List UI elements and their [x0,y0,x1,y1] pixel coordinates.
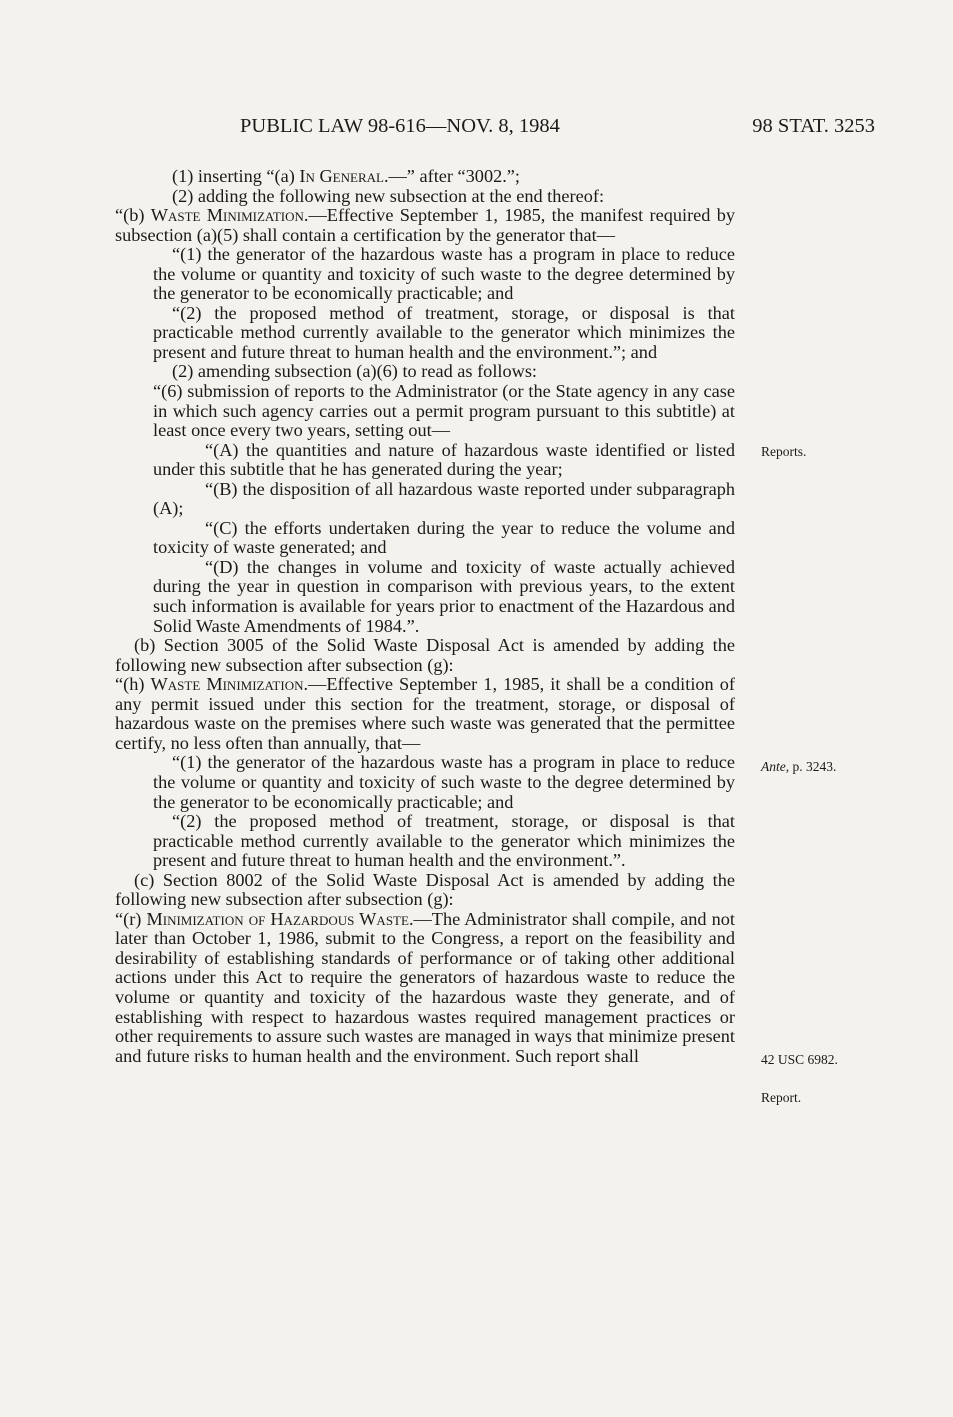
margin-note-ante: Ante, p. 3243. [761,759,837,774]
margin-note-report: Report. [761,1090,802,1105]
paragraph: (b) Section 3005 of the Solid Waste Disposal Act is amended by adding the following new subsection after subsection (g): [115,635,735,675]
page-header [0,115,953,145]
paragraph: “(r) Minimization of Hazardous Waste.—The Administrator shall compile, and not later than October 1, 1986, submit to the Congress, a report on the feasibility and desirability of establishing standards of performance or of taking other additional actions under this Act to require the generators of hazardous waste to reduce the volume or quantity and toxicity of the hazardous waste they generate, and of establishing with respect to hazardous wastes required management practices or other requirements to assure such wastes are managed in ways that minimize present and future risks to human health and the environment. Such report shall [115,908,735,1066]
body-text [115,167,735,1066]
paragraph: “(A) the quantities and nature of hazardous waste identified or listed under this subtitle that he has generated during the year; [153,439,735,480]
paragraph: (2) amending subsection (a)(6) to read as follows: [172,361,538,382]
paragraph: “(D) the changes in volume and toxicity of waste actually achieved during the year in question in comparison with previous years, to the extent such information is available for years prior to enactment of the Hazardous and Solid Waste Amendments of 1984.”. [153,556,735,636]
header-title: PUBLIC LAW 98-616—NOV. 8, 1984 [240,115,560,137]
paragraph: “(1) the generator of the hazardous waste has a program in place to reduce the volume or quantity and toxicity of such waste to the degree determined by the generator to be economically practicable; and [153,752,735,812]
paragraph: “(6) submission of reports to the Administrator (or the State agency in any case in which such agency carries out a permit program pursuant to this subtitle) at least once every two years, setting out— [153,381,735,441]
paragraph: “(B) the disposition of all hazardous waste reported under subparagraph (A); [153,478,735,519]
paragraph: “(2) the proposed method of treatment, storage, or disposal is that practicable method currently available to the generator which minimizes the present and future threat to human health and the environment.”; and [153,302,735,362]
header-stat-page: 98 STAT. 3253 [752,115,875,137]
paragraph: “(b) Waste Minimization.—Effective September 1, 1985, the manifest required by subsection (a)(5) shall contain a certification by the generator that— [115,205,735,245]
paragraph: “(1) the generator of the hazardous waste has a program in place to reduce the volume or quantity and toxicity of such waste to the degree determined by the generator to be economically practicable; and [153,244,735,304]
paragraph: (c) Section 8002 of the Solid Waste Disposal Act is amended by adding the following new subsection after subsection (g): [115,869,735,910]
margin-note-usc: 42 USC 6982. [761,1052,838,1067]
paragraph: “(h) Waste Minimization.—Effective September 1, 1985, it shall be a condition of any permit issued under this section for the treatment, storage, or disposal of hazardous waste on the premises where such waste was generated that the permittee certify, no less often than annually, that— [115,674,735,753]
paragraph: (1) inserting “(a) In General.—” after “3002.”; [172,166,520,186]
paragraph: “(C) the efforts undertaken during the year to reduce the volume and toxicity of waste generated; and [153,517,735,558]
paragraph: (2) adding the following new subsection at the end thereof: [172,185,605,206]
paragraph: “(2) the proposed method of treatment, storage, or disposal is that practicable method currently available to the generator which minimizes the present and future threat to human health and the environment.”. [153,811,735,871]
margin-note-reports: Reports. [761,444,807,459]
